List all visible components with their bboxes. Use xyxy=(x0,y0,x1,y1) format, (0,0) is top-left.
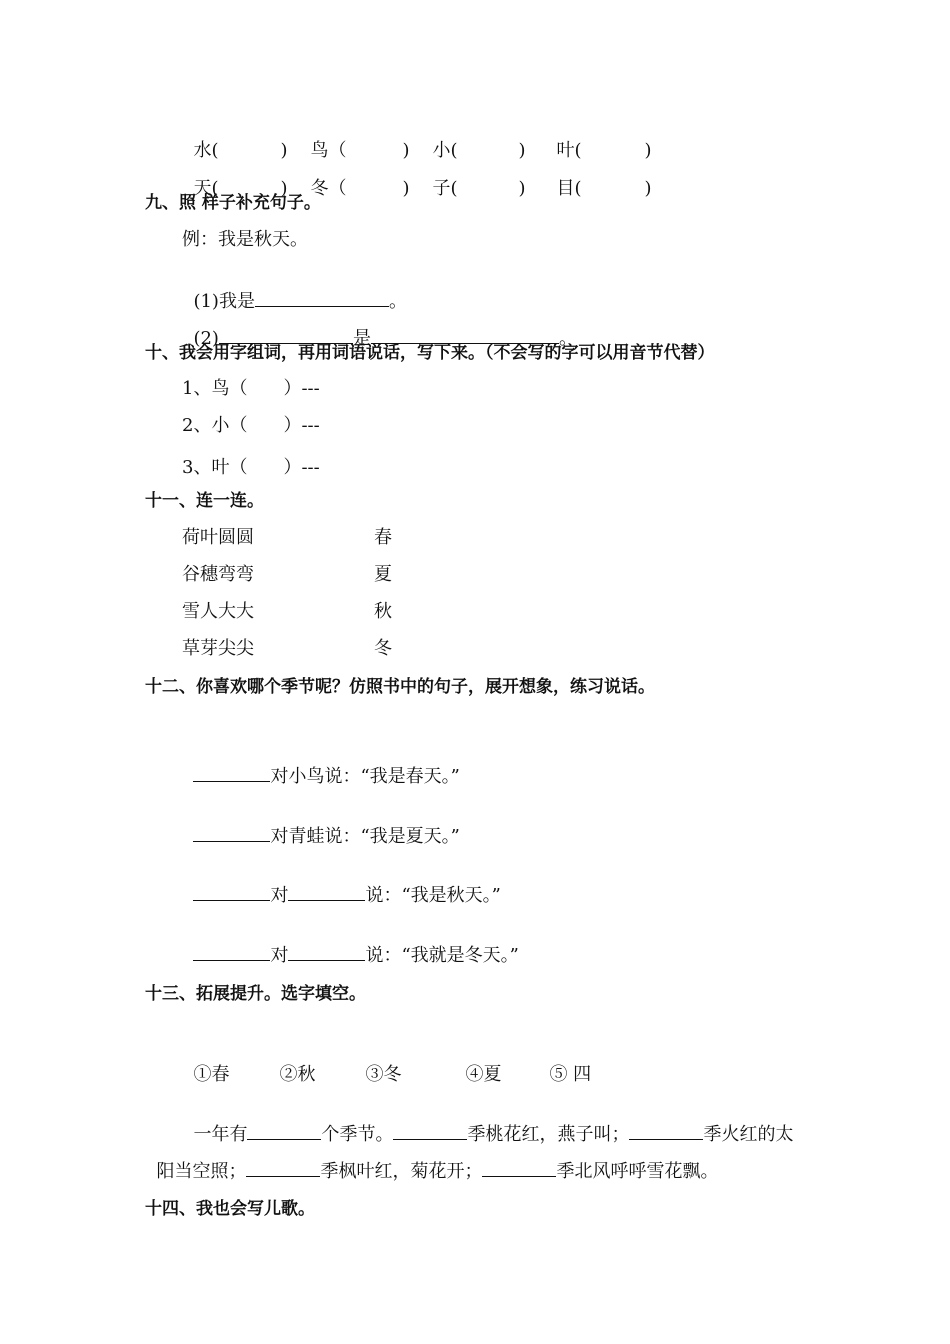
section-12-line-4: 对 说：“我就是冬天。” xyxy=(182,920,519,968)
section-13-options xyxy=(182,1039,609,1087)
word-cell-child: 子( xyxy=(432,178,458,199)
section-10-title: 十、我会用字组词，再用词语说话，写下来。（不会写的字可以用音节代替） xyxy=(145,343,715,363)
section-14-title: 十四、我也会写儿歌。 xyxy=(145,1199,315,1219)
section-9-example: 例：我是秋天。 xyxy=(182,229,308,250)
section-13-title: 十三、拓展提升。选字填空。 xyxy=(145,984,366,1004)
section-9-title: 九、照 样子补充句子。 xyxy=(145,193,321,213)
section-10-item-2: 2、小（ ）--- xyxy=(182,415,320,436)
option-1: ①春 xyxy=(193,1064,230,1085)
option-2: ②秋 xyxy=(279,1064,316,1085)
section-13-para-line-1: 一年有 个季节。 季桃花红，燕子叫； 季火红的太 xyxy=(193,1124,794,1145)
match-left-3[interactable]: 雪人大大 xyxy=(182,601,254,622)
section-10-item-1: 1、鸟（ ）--- xyxy=(182,378,320,399)
word-row-1: 水( ) 鸟（ ) 小( ) 叶( ) xyxy=(193,140,652,161)
answer-blank[interactable] xyxy=(288,884,365,901)
answer-blank[interactable] xyxy=(193,884,270,901)
section-13-para-line-2: 阳当空照； 季枫叶红，菊花开； 季北风呼呼雪花飘。 xyxy=(156,1161,719,1182)
match-left-2[interactable]: 谷穗弯弯 xyxy=(182,564,254,585)
section-12-line-2: 对青蛙说：“我是夏天。” xyxy=(182,801,460,849)
option-4: ④夏 xyxy=(465,1064,502,1085)
word-cell-winter: 冬（ xyxy=(310,178,347,199)
section-9-q1: (1)我是 。 xyxy=(193,291,407,312)
match-left-1[interactable]: 荷叶圆圆 xyxy=(182,527,254,548)
match-right-3[interactable]: 秋 xyxy=(374,601,392,622)
match-right-1[interactable]: 春 xyxy=(374,527,392,548)
word-cell-bird: 鸟（ xyxy=(310,140,347,161)
answer-blank[interactable] xyxy=(246,1160,320,1177)
section-12-line-3: 对 说：“我是秋天。” xyxy=(182,860,501,908)
match-right-4[interactable]: 冬 xyxy=(374,638,392,659)
word-cell-small: 小( xyxy=(432,140,458,161)
section-10-item-3: 3、叶（ ）--- xyxy=(182,457,320,478)
answer-blank[interactable] xyxy=(193,944,270,961)
section-9-q2: (2) 是 。 xyxy=(193,328,577,349)
word-cell-water: 水( xyxy=(193,140,219,161)
answer-blank[interactable] xyxy=(482,1160,556,1177)
match-left-4[interactable]: 草芽尖尖 xyxy=(182,638,254,659)
match-right-2[interactable]: 夏 xyxy=(374,564,392,585)
section-12-title: 十二、你喜欢哪个季节呢？仿照书中的句子，展开想象，练习说话。 xyxy=(145,677,655,697)
word-cell-sky: 天( xyxy=(193,178,219,199)
answer-blank[interactable] xyxy=(193,765,270,782)
answer-blank[interactable] xyxy=(193,825,270,842)
word-cell-leaf: 叶( xyxy=(556,140,582,161)
option-3: ③冬 xyxy=(365,1064,402,1085)
word-cell-eye: 目( xyxy=(556,178,582,199)
answer-blank[interactable] xyxy=(288,944,365,961)
word-row-2: 天( ) 冬（ ) 子( ) 目( ) xyxy=(193,178,652,199)
section-12-line-1: 对小鸟说：“我是春天。” xyxy=(182,741,460,789)
section-11-title: 十一、连一连。 xyxy=(145,491,264,511)
option-5: ⑤ 四 xyxy=(549,1064,592,1085)
